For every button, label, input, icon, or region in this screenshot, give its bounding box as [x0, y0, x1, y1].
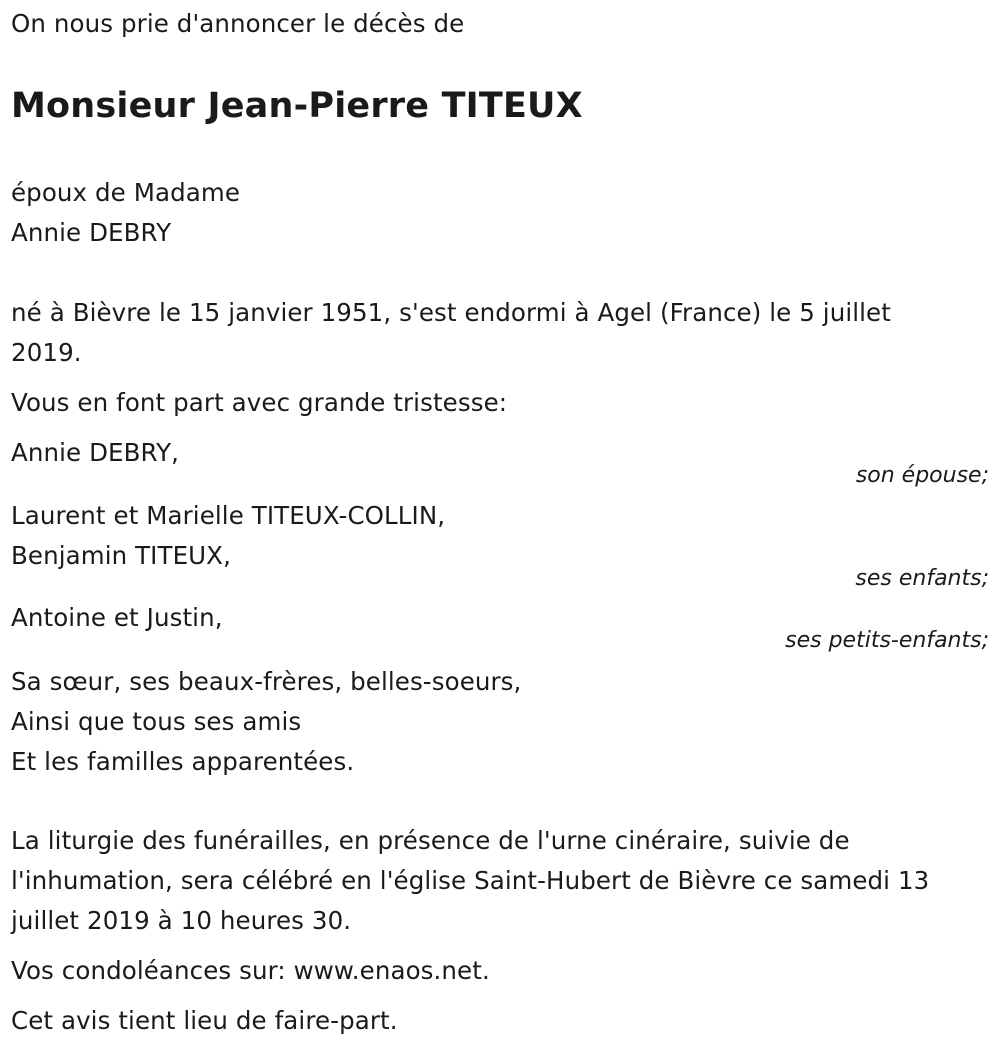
child-name: Benjamin TITEUX,: [11, 541, 231, 570]
other-family-line: Ainsi que tous ses amis: [11, 707, 302, 736]
child-name: Laurent et Marielle TITEUX-COLLIN,: [11, 501, 446, 530]
other-family-line: Sa sœur, ses beaux-frères, belles-soeurs,: [11, 667, 522, 696]
birth-death-line-1: né à Bièvre le 15 janvier 1951, s'est endormi à Agel (France) le 5 juillet: [11, 298, 891, 327]
ceremony-line: juillet 2019 à 10 heures 30.: [11, 906, 352, 935]
spouse-line-1: époux de Madame: [11, 178, 240, 207]
grandchildren-role: ses petits-enfants;: [785, 628, 989, 653]
ceremony-line: l'inhumation, sera célébré en l'église Saint-Hubert de Bièvre ce samedi 13: [11, 866, 930, 895]
spouse-name: Annie DEBRY,: [11, 438, 180, 467]
spouse-line-2: Annie DEBRY: [11, 218, 172, 247]
deceased-name: Monsieur Jean-Pierre TITEUX: [11, 86, 583, 126]
condolences-text: Vos condoléances sur: www.enaos.net.: [11, 956, 490, 985]
grandchildren-names: Antoine et Justin,: [11, 603, 223, 632]
closing-text: Cet avis tient lieu de faire-part.: [11, 1006, 398, 1035]
ceremony-line: La liturgie des funérailles, en présence de l'urne cinéraire, suivie de: [11, 826, 850, 855]
birth-death-line-2: 2019.: [11, 338, 82, 367]
other-family-line: Et les familles apparentées.: [11, 747, 355, 776]
children-role: ses enfants;: [855, 566, 989, 591]
share-intro: Vous en font part avec grande tristesse:: [11, 388, 508, 417]
spouse-role: son épouse;: [855, 463, 989, 488]
intro-text: On nous prie d'annoncer le décès de: [11, 9, 465, 38]
